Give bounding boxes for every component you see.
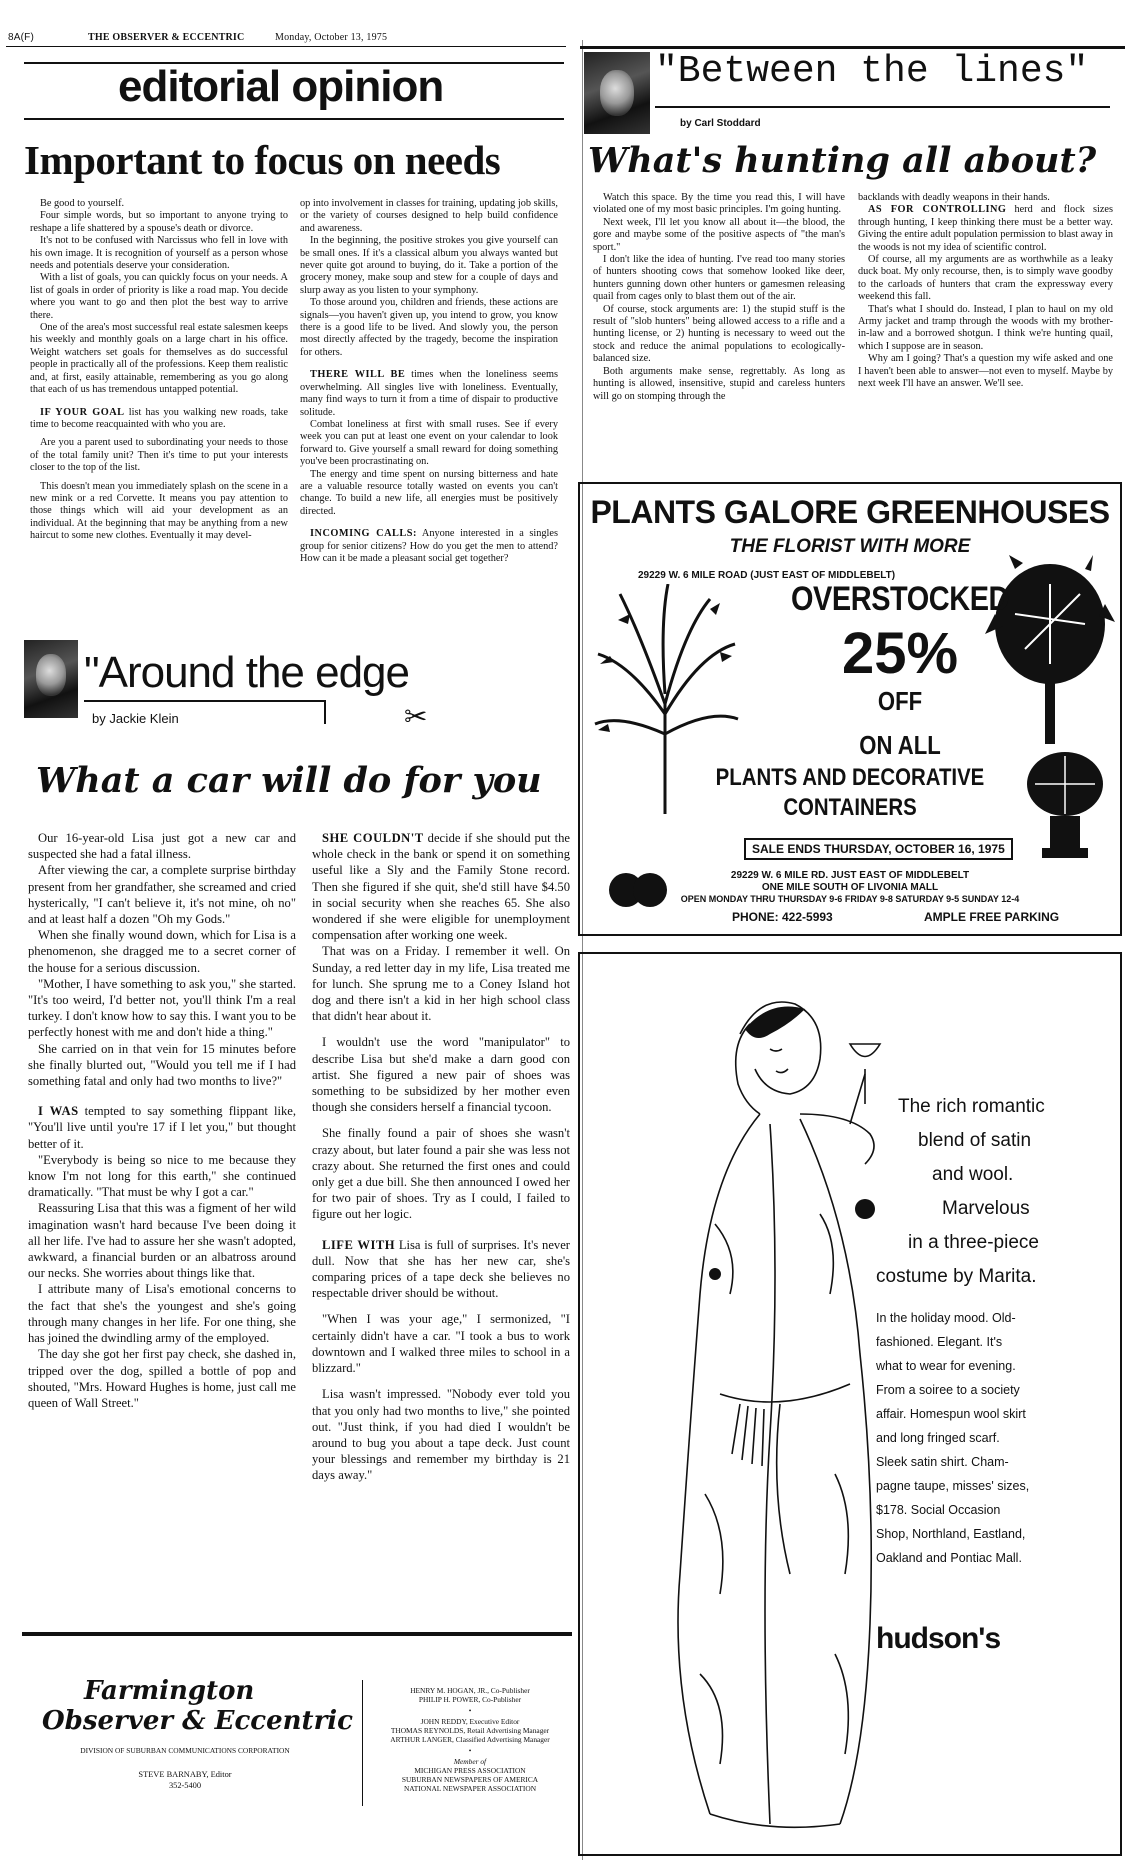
paragraph: Combat loneliness at first with small ruses. See if every week you can put at least one event on your calendar to look forward to. Give yourself a small reward for doing something you've been procrastinating on.: [300, 418, 558, 468]
paragraph: She finally found a pair of shoes she wasn't crazy about, but later found a pair she was less not crazy about. She returned the first ones and could only get a due bill. She then announced I owed her for two pair of shoes. Try as I could, I failed to figure out her logic.: [312, 1126, 570, 1222]
between-headline: What's hunting all about?: [588, 140, 1097, 181]
ad-overstocked: OVERSTOCKED: [790, 580, 1009, 618]
hudsons-headline: The rich romantic blend of satin and wool. Marvelous in a three-piece costume by Marita.: [876, 1096, 1045, 1287]
paragraph: INCOMING CALLS: Anyone interested in a singles group for senior citizens? How do you get the men to attend? How can it be made a pleasant social get together?: [300, 528, 558, 564]
between-column-1: [593, 192, 845, 403]
around-column-1: [28, 830, 296, 1411]
paragraph: That's what I should do. Instead, I plan to haul on my old Army jacket and tramp through the woods with my brother-in-law and a borrowed shotgun. I think we're hunting quail, which I suppose are in season.: [858, 303, 1113, 352]
lead-in: IF YOUR GOAL: [40, 406, 125, 418]
paper-name: THE OBSERVER & ECCENTRIC: [88, 32, 245, 43]
paragraph: In the beginning, the positive strokes you give yourself can be small ones. If it's a classical album you always wanted but never quite got around to buying, do it. Take a portion of the grocery money, make soup and stew for a couple of days and slurp away as you listen to your symphony.: [300, 235, 558, 296]
scissors-icon: ✂: [404, 701, 428, 732]
hudsons-body: In the holiday mood. Old- fashioned. Elegant. It's what to wear for evening. From a soiree to a society affair. Homespun wool skirt and long fringed scarf. Sleek satin shirt. Cham- pagne taupe, misses' sizes, $178. Social Occasion Shop, Northland, Eastland, Oakland and Pontiac Mall.: [876, 1311, 1030, 1565]
paragraph: It's not to be confused with Narcissus who fell in love with his own image. It is recognition of yourself as a person whose needs and potentials deserve your consideration.: [30, 235, 288, 272]
paragraph: Of course, stock arguments are: 1) the stupid stuff is the result of "slob hunters" being allowed access to a rifle and a hunting license, or 2) hunting is necessary to weed out the stock and reduce the animal populations to ecologically-balanced size.: [593, 303, 845, 365]
between-logo-rule: [655, 106, 1110, 108]
masthead-top-rule: [22, 1632, 572, 1636]
plants-galore-ad: [578, 482, 1122, 936]
paragraph: AS FOR CONTROLLING herd and flock sizes through hunting, I keep thinking there must be a better way. Giving the entire adult population permission to blast away in the woods is not my idea of scientific control.: [858, 204, 1113, 253]
masthead-title-line1: Farmington: [84, 1676, 255, 1706]
paragraph: I don't like the idea of hunting. I've read too many stories of hunters shooting cows that somehow looked like deer, hunters gunning down other hunters or gamesmen releasing quail from cages only to blast them out of the air.: [593, 254, 845, 303]
paragraph: This doesn't mean you immediately splash on the scene in a new mink or a red Corvette. It means you pay attention to those things which will aid your development as an individual. At the beginning that may be anything from a new haircut to some new clothes. Eventually it may devel-: [30, 480, 288, 542]
hudsons-ad: [578, 952, 1122, 1856]
between-top-rule: [580, 46, 1125, 49]
issue-date: Monday, October 13, 1975: [275, 32, 388, 43]
editorial-bottom-rule: [24, 118, 564, 120]
small-plant-illustration: [1020, 744, 1110, 864]
lead-in: AS FOR CONTROLLING: [868, 204, 1007, 216]
ad-address-top: 29229 W. 6 MILE ROAD (JUST EAST OF MIDDLEBELT): [638, 570, 896, 581]
paragraph: I WAS tempted to say something flippant like, "You'll live until you're 17 if I let you," but thought better of it.: [28, 1104, 297, 1151]
editorial-column-1: [30, 198, 288, 543]
paragraph: The day she got her first pay check, she dashed in, tripped over the dog, spilled a bottle of pop and shouted, "Mrs. Howard Hughes is home, just call me queen of Wall Street.": [28, 1347, 296, 1410]
hudsons-logo: hudson's: [876, 1622, 1001, 1655]
lead-in: LIFE WITH: [322, 1237, 396, 1252]
paragraph: To those around you, children and friends, these actions are signals—you haven't given up, you intend to grow, you know there is a good life to be lived. And slowly you, the person most directly affected by the tragedy, become the inspiration for others.: [300, 297, 558, 358]
ad-address-1: 29229 W. 6 MILE RD. JUST EAST OF MIDDLEBELT: [730, 870, 970, 881]
columnist-photo: [24, 640, 78, 718]
logo-rule: [84, 700, 324, 702]
paragraph: Next week, I'll let you know all about it—the blood, the gore and maybe some of the positive aspects of "the man's sport.": [593, 216, 845, 253]
between-the-lines-logo: "Between the lines": [655, 50, 1089, 93]
ad-tagline: THE FLORIST WITH MORE: [729, 536, 971, 557]
masthead-title-line2: Observer & Eccentric: [42, 1706, 353, 1736]
ad-line2: CONTAINERS: [783, 794, 917, 821]
lead-in: I WAS: [38, 1104, 79, 1119]
paragraph: Watch this space. By the time you read this, I will have violated one of my most basic principles. I'm going hunting.: [593, 192, 845, 216]
paragraph: After viewing the car, a complete surprise birthday present from her grandfather, she screamed and cried hysterically, "I can't believe it, it's not mine, oh no" and at least half a dozen "Oh my Gods.": [28, 863, 296, 927]
ad-on-all: ON ALL: [859, 730, 941, 760]
byline: by Jackie Klein: [92, 711, 179, 726]
ad-off: OFF: [877, 686, 923, 716]
editorial-column-2: [300, 198, 558, 565]
paragraph: op into involvement in classes for training, updating job skills, or the variety of courses designed to help build confidence and awareness.: [300, 198, 558, 234]
paragraph: "When I was your age," I sermonized, "I certainly didn't have a car. "I took a bus to work downtown and I walked three miles to school in a blizzard.": [312, 1312, 570, 1376]
ad-discount: 25%: [841, 621, 959, 686]
paragraph: IF YOUR GOAL list has you walking new roads, take time to become reacquainted with who you are.: [30, 406, 289, 430]
paragraph: Why am I going? That's a question my wife asked and one I haven't been able to answer—not even to myself. Maybe by next week I'll have an answer. We'll see.: [858, 353, 1113, 390]
ad-phone: PHONE: 422-5993: [732, 910, 833, 924]
paragraph: LIFE WITH Lisa is full of surprises. It's never dull. Now that she has her new car, she's comparing prices of a tape deck she believes no respectable driver should be without.: [312, 1237, 570, 1301]
paragraph: Both arguments make sense, regrettably. As long as hunting is allowed, insensitive, stupid and careless hunters will go on stomping through the: [593, 365, 845, 402]
paragraph: Lisa wasn't impressed. "Nobody ever told you that you only had two months to live," she pointed out. "Just think, if you had died I wouldn't be around to bug you about a tape deck. Just count your blessings and remember my birthday is 21 days away.": [312, 1387, 570, 1483]
paragraph: Are you a parent used to subordinating your needs to those of the total family unit? Then it's time to put your interests closer to the top of the list.: [30, 437, 288, 474]
masthead-editor: STEVE BARNABY, Editor: [138, 1770, 232, 1779]
lead-in: INCOMING CALLS:: [310, 528, 417, 540]
paragraph: I attribute many of Lisa's emotional concerns to the fact that she's the youngest and she's going through many changes in her life. For one thing, she has joined the dwindling army of the employed.: [28, 1282, 296, 1346]
paragraph: One of the area's most successful real estate salesmen keeps his weekly and monthly goals on a large chart in his office. Weight watchers set goals for themselves as do successful people in practically all of the professions. Keep them realistic and, at first, easily attainable, remembering as you go along that each of us has tremendous untapped potential.: [30, 322, 288, 396]
paragraph: "Mother, I have something to ask you," she started. "It's too weird, I'd better not, you'll think I'm a real turkey. I don't know how to say this. I want you to be perfectly honest with me and don't hide a thing.": [28, 976, 296, 1040]
editorial-banner: editorial opinion: [118, 62, 444, 111]
masthead-staff: HENRY M. HOGAN, JR., Co-Publisher PHILIP H. POWER, Co-Publisher • JOHN REDDY, Executive Editor THOMAS REYNOLDS, Retail Advertising Manager ARTHUR LANGER, Classified Advertising Manager • Member of MICHIGAN PRESS ASSOCIATION SUBURBAN NEWSPAPERS OF AMERICA NATIONAL NEWSPAPER ASSOCIATION: [390, 1686, 550, 1793]
ad-hours: OPEN MONDAY THRU THURSDAY 9-6 FRIDAY 9-8 SATURDAY 9-5 SUNDAY 12-4: [680, 894, 1020, 904]
paragraph: She carried on in that vein for 15 minutes before she finally blurted out, "Would you tell me if I had something fatal and only had two months to live?": [28, 1041, 296, 1089]
logo-rule-tick: [324, 700, 326, 724]
paragraph: "Everybody is being so nice to me because they know I'm not long for this earth," she continued dramatically. "That must be why I got a car.": [28, 1152, 296, 1200]
masthead-phone: 352-5400: [168, 1781, 202, 1790]
fashion-illustration: [620, 974, 920, 1844]
byline: by Carl Stoddard: [680, 118, 761, 129]
ad-store-name: PLANTS GALORE GREENHOUSES: [590, 494, 1110, 530]
paragraph: THERE WILL BE times when the loneliness seems overwhelming. All singles live with loneliness. Eventually, many find ways to turn it from a time of dispair to productive solitude.: [300, 369, 558, 418]
header-rule: [6, 46, 566, 47]
paragraph: SHE COULDN'T decide if she should put the whole check in the bank or spend it on something useful like a Sly and the Family Stone record. Then she figured if she quit, she'd still have $4.50 in social security when she reaches 65. She also wondered if she were eligible for unemployment compensation after working one week.: [312, 831, 570, 943]
paragraph: Of course, all my arguments are as worthwhile as a leaky duck boat. My only recourse, then, is to simply wave goodby to the carloads of hunters that cram the expressway every weekend this fall.: [858, 254, 1113, 303]
paragraph: Be good to yourself.: [40, 198, 125, 209]
masthead-divider: [362, 1680, 363, 1806]
paragraph: Our 16-year-old Lisa just got a new car and suspected she had a fatal illness.: [28, 831, 296, 862]
paragraph: backlands with deadly weapons in their hands.: [858, 192, 1050, 203]
paragraph: With a list of goals, you can quickly focus on your needs. A list of goals in order of priority is like a road map. You decide where you want to go and then plot the best way to arrive there.: [30, 272, 288, 321]
page-number: 8A(F): [8, 32, 34, 43]
paragraph: The energy and time spent on nursing bitterness and hate are a valuable resource totally wasted on events you can't change. To build a new life, all energies must be positively directed.: [300, 468, 558, 517]
around-the-edge-logo: "Around the edge: [84, 648, 409, 697]
editorial-headline: Important to focus on needs: [24, 137, 501, 183]
around-column-2: [312, 830, 570, 1484]
paragraph: I wouldn't use the word "manipulator" to describe Lisa but she'd make a darn good con artist. She figured a new pair of shoes was something to be subsidized by her mother even though she considers herself a financial tycoon.: [312, 1035, 570, 1115]
paragraph: Reassuring Lisa that this was a figment of her wild imagination wasn't hard because I've been doing it all her life. I've had to assure her she wasn't adopted, awkward, a financial burden or an albatross around our necks. She worries about things like that.: [28, 1201, 296, 1281]
paragraph: When she finally wound down, which for Lisa is a phenomenon, she dragged me to a secret corner of the house for a serious discussion.: [28, 928, 296, 975]
lead-in: THERE WILL BE: [310, 369, 406, 381]
ad-sale-box: SALE ENDS THURSDAY, OCTOBER 16, 1975: [744, 838, 1013, 860]
ad-line1: PLANTS AND DECORATIVE: [715, 764, 985, 791]
paragraph: Four simple words, but so important to anyone trying to reshape a life shattered by a spouse's death or divorce.: [30, 210, 288, 234]
columnist-photo: [584, 52, 650, 134]
ad-address-2: ONE MILE SOUTH OF LIVONIA MALL: [761, 882, 939, 893]
between-column-2: [858, 192, 1113, 391]
ad-parking: AMPLE FREE PARKING: [924, 910, 1060, 924]
masthead-division: DIVISION OF SUBURBAN COMMUNICATIONS CORPORATION: [80, 1746, 290, 1755]
paragraph: That was on a Friday. I remember it well. On Sunday, a red letter day in my life, Lisa treated me for lunch. She sprung me to a Coney Island hot dog and there isn't a kid in her high school class that didn't hear about it.: [312, 944, 570, 1024]
around-headline: What a car will do for you: [36, 760, 542, 801]
lead-in: SHE COULDN'T: [322, 831, 424, 845]
